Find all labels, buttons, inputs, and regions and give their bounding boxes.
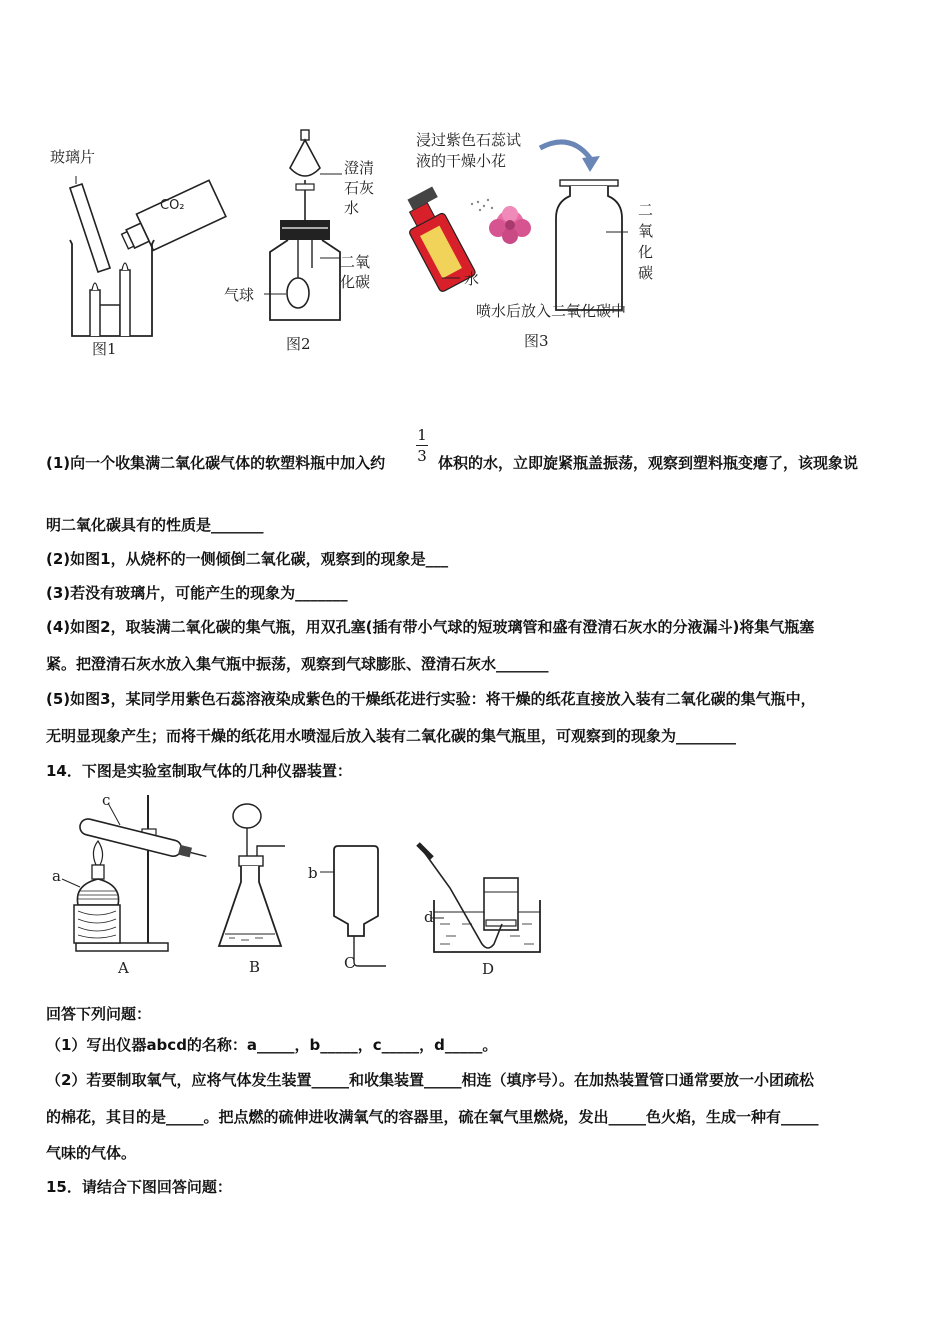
q14-sub2-line-a: （2）若要制取氧气，应将气体发生装置_____和收集装置_____相连（填序号）。在加热装置管口通常要放一小团疏松 bbox=[46, 1071, 814, 1089]
fig2-label-balloon: 气球 bbox=[224, 286, 255, 304]
long-neck-funnel bbox=[233, 804, 261, 828]
fig1-caption: 图1 bbox=[92, 340, 117, 358]
apparatus-a-caption: A bbox=[118, 959, 129, 977]
beaker bbox=[70, 240, 154, 336]
label-b: b bbox=[308, 864, 318, 882]
figure-1-drawing bbox=[40, 140, 230, 370]
flame-low bbox=[92, 283, 98, 290]
q15-title: 15．请结合下图回答问题： bbox=[46, 1178, 232, 1196]
flame-high bbox=[122, 263, 128, 270]
q13-part1-line-c: 明二氧化碳具有的性质是_______ bbox=[46, 516, 264, 534]
fig3-label-flower: 浸过紫色石蕊试 液的干燥小花 bbox=[416, 131, 522, 170]
apparatus-a bbox=[48, 791, 208, 980]
label-c: c bbox=[102, 791, 111, 809]
apparatus-c bbox=[304, 842, 394, 977]
apparatus-d-caption: D bbox=[482, 960, 495, 978]
q14-sub1: （1）写出仪器abcd的名称：a_____，b_____，c_____，d_____。 bbox=[46, 1036, 498, 1054]
arrow-head bbox=[582, 156, 600, 172]
q14-title: 14．下图是实验室制取气体的几种仪器装置： bbox=[46, 762, 352, 780]
q13-part2: (2)如图1，从烧杯的一侧倾倒二氧化碳，观察到的现象是___ bbox=[46, 550, 449, 568]
figure-2 bbox=[220, 128, 390, 358]
candle-high bbox=[120, 270, 130, 336]
q14-sub2-line-b: 的棉花，其目的是_____。把点燃的硫伸进收满氧气的容器里，硫在氧气里燃烧，发出_____色火焰，生成一种有_____ bbox=[46, 1108, 819, 1126]
co2-gas-jar bbox=[556, 180, 622, 310]
q13-part3: (3)若没有玻璃片，可能产生的现象为_______ bbox=[46, 584, 348, 602]
q13-part1-line-b: 体积的水，立即旋紧瓶盖振荡，观察到塑料瓶变瘪了，该现象说 bbox=[438, 454, 859, 472]
apparatus-c-caption: C bbox=[344, 954, 356, 972]
lamp-wick-holder bbox=[92, 865, 104, 879]
delivery-tube bbox=[257, 846, 285, 856]
apparatus-b-drawing bbox=[215, 800, 295, 980]
glass-plate bbox=[70, 184, 110, 272]
separatory-funnel bbox=[290, 140, 320, 176]
fig3-caption: 图3 bbox=[524, 332, 549, 350]
flame bbox=[93, 841, 102, 865]
q13-part4-line-b: 紧。把澄清石灰水放入集气瓶中振荡，观察到气球膨胀、澄清石灰水_______ bbox=[46, 655, 549, 673]
fig3-label-note: 喷水后放入二氧化碳中 bbox=[476, 302, 627, 320]
fig3-label-water: 水 bbox=[464, 270, 480, 288]
q13-part5-line-b: 无明显现象产生；而将干燥的纸花用水喷湿后放入装有二氧化碳的集气瓶里，可观察到的现象为________ bbox=[46, 727, 737, 745]
stand-base bbox=[76, 943, 168, 951]
alcohol-lamp bbox=[77, 879, 118, 905]
paper-flower bbox=[489, 206, 531, 244]
flask-stopper bbox=[239, 856, 263, 866]
q13-part1-line-a: (1)向一个收集满二氧化碳气体的软塑料瓶中加入约 bbox=[46, 454, 386, 472]
figure-1 bbox=[40, 140, 230, 370]
fig2-label-limewater: 澄清 石灰 水 bbox=[344, 159, 375, 217]
figure-3 bbox=[410, 128, 670, 358]
q14-answer-intro: 回答下列问题： bbox=[46, 1005, 152, 1023]
upright-gas-jar bbox=[334, 846, 378, 936]
apparatus-b bbox=[215, 800, 295, 980]
balloon bbox=[287, 278, 309, 308]
inlet-tube bbox=[354, 936, 386, 966]
apparatus-a-drawing bbox=[48, 795, 208, 980]
fig2-label-co2: 二氧 化碳 bbox=[340, 253, 371, 291]
label-a: a bbox=[52, 867, 61, 885]
curved-arrow bbox=[540, 142, 590, 158]
rubber-tube bbox=[418, 844, 432, 858]
fraction-one-third: 1 3 bbox=[417, 426, 427, 465]
wood-block bbox=[74, 905, 120, 943]
gas-jar bbox=[270, 240, 340, 320]
step-stand bbox=[100, 305, 120, 336]
q14-sub2-line-c: 气味的气体。 bbox=[46, 1144, 137, 1162]
fig1-label-glass-plate: 玻璃片 bbox=[50, 148, 96, 166]
rubber-stopper bbox=[280, 220, 330, 240]
q13-part4-line-a: (4)如图2，取装满二氧化碳的集气瓶，用双孔塞(插有带小气球的短玻璃管和盛有澄清石灰水的分液漏斗)将集气瓶塞 bbox=[46, 618, 815, 636]
apparatus-d bbox=[410, 840, 550, 980]
spray-mist bbox=[471, 199, 493, 211]
apparatus-b-caption: B bbox=[249, 958, 261, 976]
fig2-caption: 图2 bbox=[286, 335, 311, 353]
q13-part5-line-a: (5)如图3，某同学用紫色石蕊溶液染成紫色的干燥纸花进行实验：将干燥的纸花直接放入装有二氧化碳的集气瓶中， bbox=[46, 690, 816, 708]
candle-low bbox=[90, 290, 100, 336]
fig1-label-co2: CO₂ bbox=[160, 198, 185, 213]
co2-bottle bbox=[117, 180, 226, 259]
label-d: d bbox=[424, 908, 434, 926]
fig3-label-co2: 二 氧 化 碳 bbox=[638, 201, 654, 282]
stopcock bbox=[296, 184, 314, 190]
